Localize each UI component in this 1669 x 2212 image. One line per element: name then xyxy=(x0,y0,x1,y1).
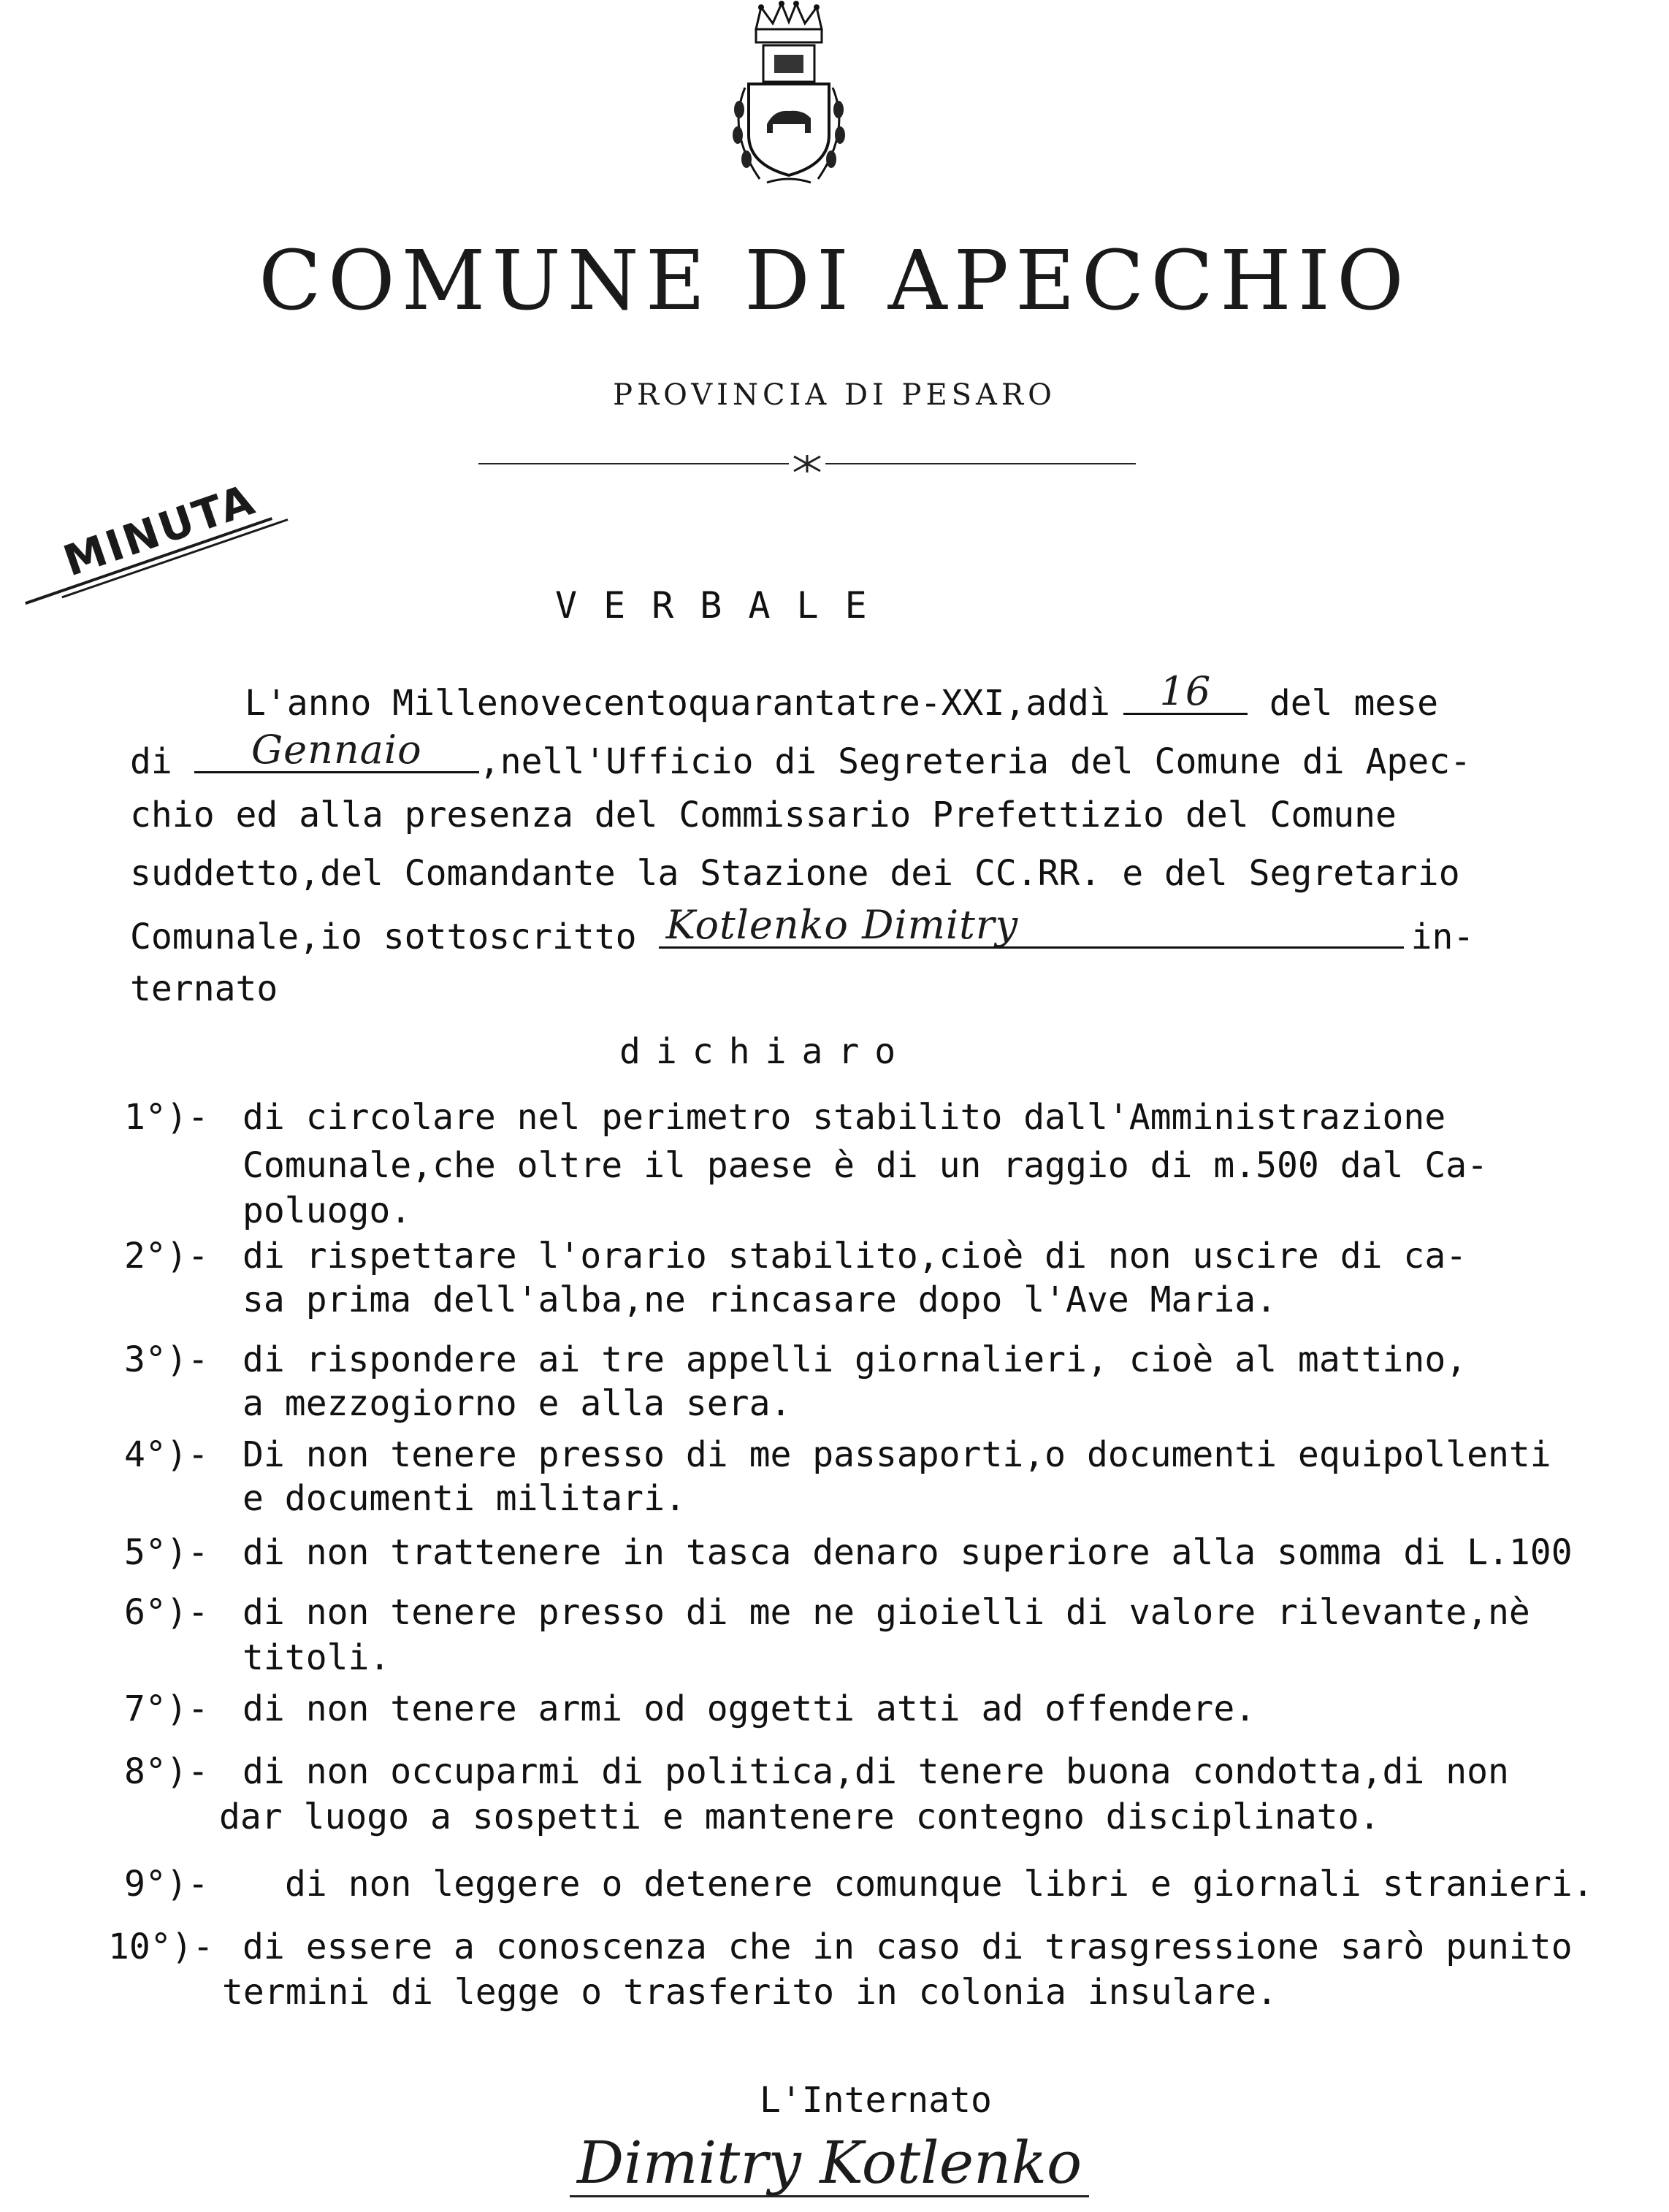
item-2-line-1: di rispettare l'orario stabilito,cioè di non uscire di ca- xyxy=(242,1236,1467,1277)
province-subtitle: PROVINCIA DI PESARO xyxy=(613,378,1056,412)
intro-line-1-suffix: del mese xyxy=(1269,683,1439,724)
ornament-divider xyxy=(478,449,1136,478)
item-2-line-2: sa prima dell'alba,ne rincasare dopo l'Ave Maria. xyxy=(242,1279,1277,1320)
intro-line-1 xyxy=(245,668,1439,724)
item-number: 4°)- xyxy=(124,1434,209,1475)
item-3-line-1: di rispondere ai tre appelli giornalieri, cioè al mattino, xyxy=(242,1339,1467,1380)
day-handwritten: 16 xyxy=(1159,668,1212,714)
intro-line-2-suffix: ,nell'Ufficio di Segreteria del Comune di Apec- xyxy=(478,741,1472,782)
item-number: 2°)- xyxy=(124,1236,209,1277)
handwritten-signature: Dimitry Kotlenko xyxy=(570,2131,1089,2197)
document-title: VERBALE xyxy=(555,584,893,627)
coat-of-arms-icon xyxy=(716,0,862,190)
intro-line-2-prefix: di xyxy=(130,741,172,782)
item-number: 9°)- xyxy=(124,1864,209,1905)
intro-line-5-suffix: in- xyxy=(1410,916,1475,957)
item-7-line-1: di non tenere armi od oggetti atti ad offendere. xyxy=(242,1688,1256,1729)
declare-heading: dichiaro xyxy=(619,1031,912,1072)
item-10-line-1: di essere a conoscenza che in caso di trasgressione sarò punito xyxy=(242,1926,1573,1967)
item-number: 5°)- xyxy=(124,1532,209,1573)
item-4-line-2: e documenti militari. xyxy=(242,1478,686,1519)
item-number: 6°)- xyxy=(124,1592,209,1633)
item-6-line-1: di non tenere presso di me ne gioielli di valore rilevante,nè xyxy=(242,1592,1530,1633)
minuta-stamp: MINUTA xyxy=(9,470,272,605)
item-1-line-2: Comunale,che oltre il paese è di un raggio di m.500 dal Ca- xyxy=(242,1145,1489,1186)
intro-line-4: suddetto,del Comandante la Stazione dei CC.RR. e del Segretario xyxy=(130,853,1460,894)
item-1-line-3: poluogo. xyxy=(242,1190,412,1231)
signature-label: L'Internato xyxy=(760,2080,992,2121)
month-handwritten: Gennaio xyxy=(251,727,422,773)
municipality-title: COMUNE DI APECCHIO xyxy=(259,234,1410,329)
item-6-line-2: titoli. xyxy=(242,1637,391,1678)
name-handwritten: Kotlenko Dimitry xyxy=(665,902,1019,948)
intro-line-5 xyxy=(130,902,1475,957)
item-number: 1°)- xyxy=(124,1097,209,1138)
intro-line-1-prefix: L'anno Millenovecentoquarantatre-XXI,addì xyxy=(245,683,1110,724)
day-field xyxy=(1123,668,1248,715)
item-10-line-2: termini di legge o trasferito in colonia insulare. xyxy=(222,1972,1277,2013)
item-number: 3°)- xyxy=(124,1339,209,1380)
item-8-line-1: di non occuparmi di politica,di tenere buona condotta,di non xyxy=(242,1751,1509,1792)
item-8-line-2: dar luogo a sospetti e mantenere contegno disciplinato. xyxy=(219,1796,1380,1837)
item-3-line-2: a mezzogiorno e alla sera. xyxy=(242,1383,792,1424)
intro-line-2 xyxy=(130,727,1472,782)
item-number: 8°)- xyxy=(124,1751,209,1792)
month-field xyxy=(194,727,479,773)
item-1-line-1: di circolare nel perimetro stabilito dall'Amministrazione xyxy=(242,1097,1446,1138)
item-number: 10°)- xyxy=(108,1926,214,1967)
intro-line-5-prefix: Comunale,io sottoscritto xyxy=(130,916,637,957)
item-4-line-1: Di non tenere presso di me passaporti,o documenti equipollenti xyxy=(242,1434,1551,1475)
item-5-line-1: di non trattenere in tasca denaro superiore alla somma di L.100 xyxy=(242,1532,1573,1573)
item-number: 7°)- xyxy=(124,1688,209,1729)
intro-line-3: chio ed alla presenza del Commissario Prefettizio del Comune xyxy=(130,795,1397,835)
intro-line-6: ternato xyxy=(130,968,278,1009)
name-field xyxy=(659,902,1404,949)
item-9-line-1: di non leggere o detenere comunque libri e giornali stranieri. xyxy=(285,1864,1594,1905)
